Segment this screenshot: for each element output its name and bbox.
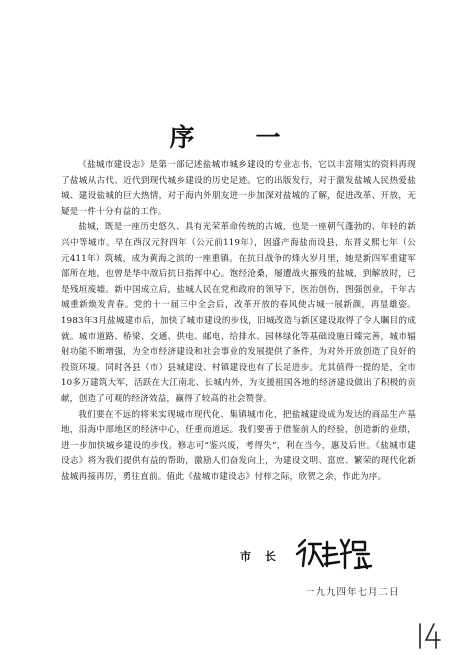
signatory-title: 市 长 [240, 550, 281, 563]
date-line: 一九九四年七月二日 [305, 587, 400, 598]
paragraph-2: 盐城，既是一座历史悠久、具有光荣革命传统的古城，也是一座朝气蓬勃的、年轻的新兴中等城市。早在西汉元狩四年（公元前119年），因盛产海盐而设县，东晋义熙七年（公元411年）筑城，成为黄海之滨的一座重镇。在抗日战争的烽火岁月里，她是新四军重建军部所在地，也曾是华中敌后抗日指挥中心。饱经沧桑，屡遭战火摧残的盐城，到解放时，已是残垣废墟。新中国成立后，盐城人民在党和政府的领导下，医治创伤，图强创业，千年古城重新焕发青春。党的十一届三中全会后，改革开放的春风使古城一展新颜，再显雄姿。1983年3月盐城建市后，加快了城市建设的步伐，旧城改造与新区建设取得了令人瞩目的成就。城市道路、桥梁、交通、供电、邮电、给排水、园林绿化等基础设施日臻完善，城市辐射功能不断增强，为全市经济建设和社会事业的发展提供了条件，为对外开放创造了良好的投资环境。同时各县（市）县城建设、村镇建设也有了长足进步。尤其值得一提的是，全市10多万建筑大军，活跃在大江南北、长城内外，为支援祖国各地的经济建设做出了积极的贡献，创造了可观的经济效益，赢得了较高的社会赞誉。 [61, 222, 416, 404]
signature-image [295, 536, 375, 572]
paragraph-1: 《盐城市建设志》是第一部记述盐城市城乡建设的专业志书，它以丰富翔实的资料再现了盐城从古代、近代到现代城乡建设的历史足迹。它的出版发行，对于激发盐城人民热爱盐城、建设盐城的巨大热情，对于海内外朋友进一步加深对盐城的了解，促进改革、开放，无疑是一件十分有益的工作。 [61, 160, 416, 217]
page-title: 序 一 [169, 123, 299, 152]
page-number-handwritten [416, 620, 442, 654]
handwritten-signature [295, 536, 375, 576]
handwritten-page-number [416, 620, 442, 650]
paragraph-3: 我们要在不远的将来实现城市现代化、集镇城市化，把盐城建设成为发达的商品生产基地，沿海中部地区的经济中心，任重而道远。我们要善于借鉴前人的经验，创造新的业绩，进一步加快城乡建设的步伐。修志可“鉴兴废，考得失”，利在当今，惠及后世。《盐城市建设志》将为我们提供有益的帮助，激励人们奋发向上，为建设文明、富庶、繁荣的现代化新盐城再接再厉，勇往直前。值此《盐城市建设志》付梓之际，欣贺之余，作此为序。 [61, 409, 416, 482]
signature-block [240, 536, 375, 576]
preface-body [61, 158, 416, 485]
